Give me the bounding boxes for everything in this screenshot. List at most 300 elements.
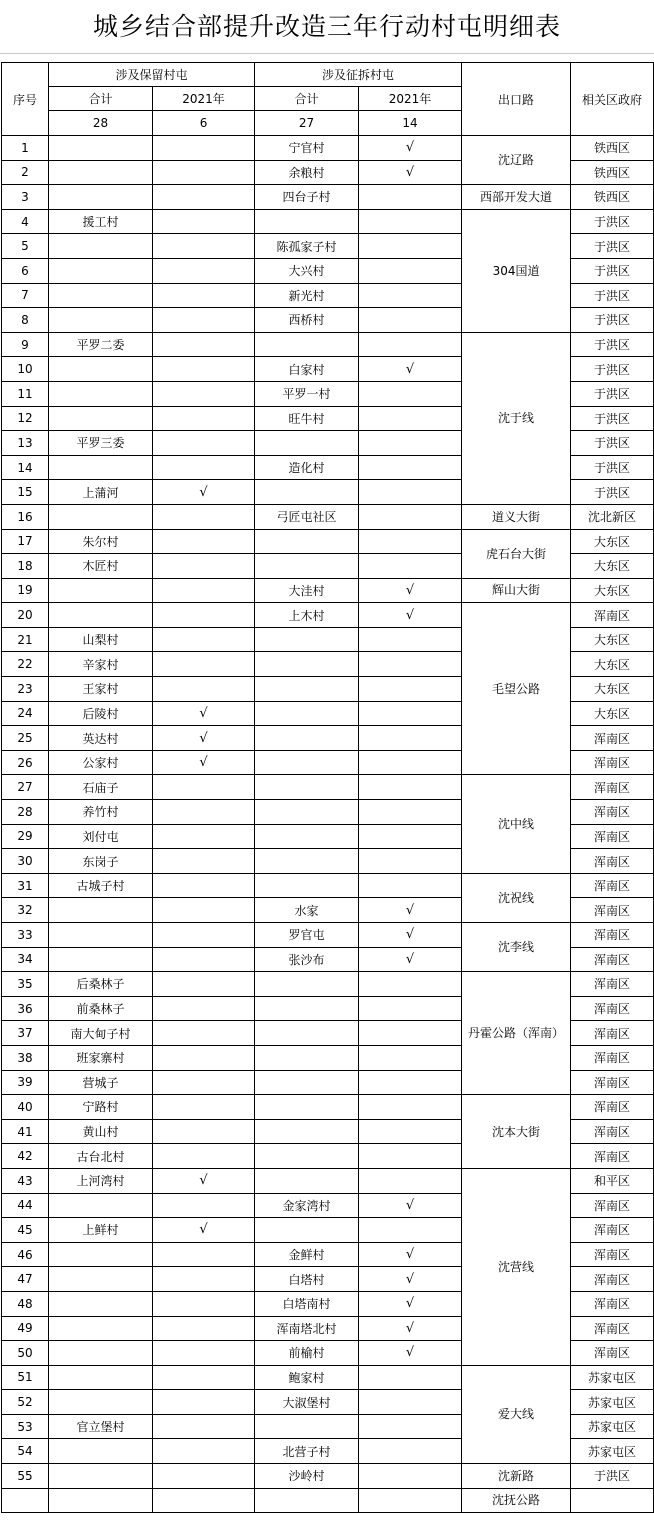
demolish-village [255,332,359,357]
retain-2021-mark [153,627,255,652]
row-number: 3 [2,185,49,210]
retain-village: 上蒲河 [49,480,153,505]
table-row [2,603,654,628]
district-name: 大东区 [571,652,654,677]
row-number: 40 [2,1095,49,1120]
retain-2021-mark: √ [153,750,255,775]
header-route: 出口路 [462,63,571,136]
demolish-village: 平罗一村 [255,381,359,406]
retain-2021-mark: √ [153,480,255,505]
demolish-2021-mark [359,726,462,751]
demolish-2021-mark [359,332,462,357]
retain-2021-mark [153,185,255,210]
demolish-2021-mark [359,1414,462,1439]
retain-village: 木匠村 [49,554,153,579]
retain-2021-mark [153,1439,255,1464]
demolish-village [255,652,359,677]
village-table [1,62,654,1513]
retain-village [49,1242,153,1267]
row-number: 32 [2,898,49,923]
retain-2021-mark [153,431,255,456]
demolish-2021-mark: √ [359,898,462,923]
row-number: 13 [2,431,49,456]
retain-2021-mark [153,923,255,948]
route-name: 沈新路 [462,1464,571,1489]
row-number: 10 [2,357,49,382]
district-name: 浑南区 [571,1070,654,1095]
demolish-village [255,1070,359,1095]
retain-village [49,1291,153,1316]
district-name: 苏家屯区 [571,1390,654,1415]
retain-2021-mark [153,824,255,849]
demolish-village: 上木村 [255,603,359,628]
retain-village [49,283,153,308]
header-seq: 序号 [2,63,49,136]
demolish-2021-mark [359,800,462,825]
retain-village [49,455,153,480]
retain-2021-mark [153,1070,255,1095]
row-number: 15 [2,480,49,505]
district-name: 浑南区 [571,1045,654,1070]
demolish-2021-mark: √ [359,1316,462,1341]
row-number: 27 [2,775,49,800]
demolish-village [255,677,359,702]
district-name: 浑南区 [571,824,654,849]
route-name: 沈中线 [462,775,571,873]
row-number [2,1488,49,1513]
demolish-2021-mark [359,209,462,234]
retain-village: 刘付屯 [49,824,153,849]
district-name: 浑南区 [571,1291,654,1316]
demolish-2021-mark [359,529,462,554]
demolish-2021-mark [359,1095,462,1120]
retain-2021-mark [153,1488,255,1513]
retain-2021-mark [153,1267,255,1292]
demolish-village [255,775,359,800]
district-name: 于洪区 [571,234,654,259]
demolish-2021-mark [359,258,462,283]
row-number: 33 [2,923,49,948]
demolish-2021-mark [359,1390,462,1415]
demolish-2021-mark [359,873,462,898]
retain-village: 石庙子 [49,775,153,800]
row-number: 16 [2,504,49,529]
row-number: 18 [2,554,49,579]
route-name: 毛望公路 [462,603,571,775]
demolish-2021-mark [359,849,462,874]
retain-village: 援工村 [49,209,153,234]
route-name: 沈李线 [462,923,571,972]
district-name: 和平区 [571,1168,654,1193]
demolish-total-count: 27 [255,111,359,136]
district-name: 大东区 [571,529,654,554]
district-name: 浑南区 [571,898,654,923]
retain-village [49,1365,153,1390]
demolish-2021-mark [359,627,462,652]
demolish-2021-mark [359,406,462,431]
retain-2021-mark [153,1144,255,1169]
row-number: 51 [2,1365,49,1390]
retain-2021-mark [153,1390,255,1415]
row-number: 21 [2,627,49,652]
row-number: 24 [2,701,49,726]
row-number: 41 [2,1119,49,1144]
demolish-2021-mark [359,1365,462,1390]
row-number: 43 [2,1168,49,1193]
demolish-2021-mark [359,652,462,677]
route-name: 沈抚公路 [462,1488,571,1513]
district-name: 浑南区 [571,726,654,751]
retain-village [49,1439,153,1464]
demolish-village: 四台子村 [255,185,359,210]
table-row [2,1365,654,1390]
demolish-village: 白塔村 [255,1267,359,1292]
demolish-2021-mark [359,775,462,800]
row-number: 26 [2,750,49,775]
demolish-2021-mark [359,504,462,529]
district-name: 于洪区 [571,283,654,308]
row-number: 42 [2,1144,49,1169]
retain-village [49,1390,153,1415]
retain-village [49,357,153,382]
row-number: 35 [2,972,49,997]
table-row [2,185,654,210]
route-name: 沈营线 [462,1168,571,1365]
demolish-village [255,1095,359,1120]
route-name: 西部开发大道 [462,185,571,210]
retain-2021-mark [153,603,255,628]
row-number: 39 [2,1070,49,1095]
retain-2021-mark [153,406,255,431]
retain-2021-mark [153,1095,255,1120]
demolish-2021-mark: √ [359,1242,462,1267]
demolish-village [255,1021,359,1046]
row-number: 7 [2,283,49,308]
demolish-2021-mark [359,750,462,775]
retain-village: 平罗三委 [49,431,153,456]
demolish-2021-mark: √ [359,923,462,948]
table-row [2,775,654,800]
row-number: 28 [2,800,49,825]
row-number: 12 [2,406,49,431]
retain-total-count: 28 [49,111,153,136]
demolish-village [255,1168,359,1193]
retain-2021-mark [153,308,255,333]
demolish-village [255,1414,359,1439]
retain-2021-mark [153,283,255,308]
retain-village [49,381,153,406]
demolish-2021-mark [359,455,462,480]
retain-village: 宁路村 [49,1095,153,1120]
demolish-village [255,480,359,505]
retain-village: 英达村 [49,726,153,751]
demolish-village [255,1218,359,1243]
retain-2021-mark [153,947,255,972]
retain-2021-mark [153,1119,255,1144]
district-name: 浑南区 [571,947,654,972]
demolish-2021-mark [359,1464,462,1489]
table-row [2,1095,654,1120]
route-name: 虎石台大街 [462,529,571,578]
district-name: 大东区 [571,677,654,702]
district-name: 大东区 [571,627,654,652]
row-number: 34 [2,947,49,972]
retain-2021-mark [153,258,255,283]
demolish-2021-mark: √ [359,1291,462,1316]
demolish-village: 白家村 [255,357,359,382]
table-row [2,209,654,234]
district-name: 于洪区 [571,406,654,431]
retain-village [49,1267,153,1292]
district-name: 于洪区 [571,381,654,406]
retain-2021-mark [153,1316,255,1341]
retain-2021-mark [153,1341,255,1366]
district-name: 浑南区 [571,849,654,874]
row-number: 29 [2,824,49,849]
table-row [2,923,654,948]
demolish-2021-mark [359,1119,462,1144]
retain-village [49,308,153,333]
row-number: 46 [2,1242,49,1267]
retain-village: 养竹村 [49,800,153,825]
retain-village: 公家村 [49,750,153,775]
demolish-village [255,554,359,579]
demolish-2021-mark: √ [359,160,462,185]
retain-2021-mark [153,504,255,529]
demolish-village [255,529,359,554]
demolish-2021-mark: √ [359,357,462,382]
row-number: 25 [2,726,49,751]
demolish-village: 大淑堡村 [255,1390,359,1415]
demolish-village [255,209,359,234]
retain-2021-mark [153,972,255,997]
retain-village: 黄山村 [49,1119,153,1144]
demolish-village: 白塔南村 [255,1291,359,1316]
retain-2021-mark [153,677,255,702]
demolish-village: 造化村 [255,455,359,480]
header-retain-2021: 2021年 [153,87,255,111]
retain-2021-mark [153,1193,255,1218]
demolish-2021-mark [359,824,462,849]
retain-2021-mark [153,775,255,800]
retain-village [49,947,153,972]
retain-village: 班家寨村 [49,1045,153,1070]
demolish-village: 罗官屯 [255,923,359,948]
demolish-village [255,1119,359,1144]
table-row [2,1168,654,1193]
row-number: 52 [2,1390,49,1415]
retain-2021-count: 6 [153,111,255,136]
demolish-village [255,972,359,997]
demolish-village [255,726,359,751]
district-name [571,1488,654,1513]
retain-village: 上河湾村 [49,1168,153,1193]
demolish-village: 大兴村 [255,258,359,283]
demolish-village: 弓匠屯社区 [255,504,359,529]
route-name: 道义大街 [462,504,571,529]
demolish-2021-mark [359,677,462,702]
demolish-2021-mark: √ [359,136,462,161]
header-retain-total: 合计 [49,87,153,111]
demolish-village: 西桥村 [255,308,359,333]
row-number: 4 [2,209,49,234]
district-name: 大东区 [571,701,654,726]
district-name: 苏家屯区 [571,1365,654,1390]
district-name: 浑南区 [571,1095,654,1120]
district-name: 浑南区 [571,972,654,997]
row-number: 30 [2,849,49,874]
district-name: 于洪区 [571,209,654,234]
route-name: 沈本大街 [462,1095,571,1169]
retain-village: 官立堡村 [49,1414,153,1439]
retain-village [49,1316,153,1341]
retain-2021-mark [153,529,255,554]
retain-2021-mark [153,652,255,677]
retain-village: 上鲜村 [49,1218,153,1243]
district-name: 浑南区 [571,800,654,825]
district-name: 苏家屯区 [571,1414,654,1439]
district-name: 浑南区 [571,603,654,628]
retain-village [49,603,153,628]
demolish-village [255,750,359,775]
demolish-2021-mark: √ [359,603,462,628]
table-row [2,1464,654,1489]
retain-2021-mark: √ [153,1218,255,1243]
demolish-village: 沙岭村 [255,1464,359,1489]
district-name: 浑南区 [571,1316,654,1341]
table-row [2,136,654,161]
district-name: 浑南区 [571,1242,654,1267]
demolish-2021-mark [359,1439,462,1464]
demolish-2021-mark [359,431,462,456]
row-number: 44 [2,1193,49,1218]
demolish-2021-mark: √ [359,1267,462,1292]
district-name: 浑南区 [571,1193,654,1218]
row-number: 53 [2,1414,49,1439]
district-name: 于洪区 [571,308,654,333]
retain-2021-mark [153,1045,255,1070]
retain-village: 前桑林子 [49,996,153,1021]
demolish-2021-mark [359,1218,462,1243]
retain-village [49,898,153,923]
retain-village: 辛家村 [49,652,153,677]
retain-2021-mark [153,1414,255,1439]
row-number: 36 [2,996,49,1021]
demolish-2021-count: 14 [359,111,462,136]
demolish-village: 宁官村 [255,136,359,161]
demolish-village [255,824,359,849]
table-row [2,332,654,357]
header-demolish-total: 合计 [255,87,359,111]
row-number: 8 [2,308,49,333]
row-number: 5 [2,234,49,259]
district-name: 浑南区 [571,923,654,948]
demolish-2021-mark: √ [359,947,462,972]
demolish-village [255,1488,359,1513]
row-number: 17 [2,529,49,554]
route-name: 沈辽路 [462,136,571,185]
retain-2021-mark: √ [153,701,255,726]
row-number: 11 [2,381,49,406]
row-number: 37 [2,1021,49,1046]
district-name: 于洪区 [571,1464,654,1489]
retain-village [49,1488,153,1513]
demolish-2021-mark [359,308,462,333]
header-demolish-2021: 2021年 [359,87,462,111]
district-name: 铁西区 [571,136,654,161]
district-name: 浑南区 [571,1341,654,1366]
route-name: 丹霍公路（浑南） [462,972,571,1095]
demolish-village: 水家 [255,898,359,923]
row-number: 55 [2,1464,49,1489]
retain-village: 平罗二委 [49,332,153,357]
demolish-village: 前榆村 [255,1341,359,1366]
demolish-village [255,849,359,874]
demolish-village [255,873,359,898]
demolish-2021-mark [359,381,462,406]
header-retain-group: 涉及保留村屯 [49,63,255,87]
row-number: 9 [2,332,49,357]
retain-village: 古台北村 [49,1144,153,1169]
demolish-village: 新光村 [255,283,359,308]
district-name: 苏家屯区 [571,1439,654,1464]
retain-2021-mark [153,160,255,185]
retain-2021-mark [153,455,255,480]
row-number: 19 [2,578,49,603]
demolish-village [255,1045,359,1070]
row-number: 49 [2,1316,49,1341]
demolish-village: 陈孤家子村 [255,234,359,259]
retain-village [49,258,153,283]
retain-village [49,1341,153,1366]
district-name: 于洪区 [571,480,654,505]
retain-village [49,504,153,529]
retain-2021-mark [153,873,255,898]
row-number: 38 [2,1045,49,1070]
demolish-village [255,627,359,652]
district-name: 于洪区 [571,431,654,456]
district-name: 大东区 [571,554,654,579]
demolish-village: 北营子村 [255,1439,359,1464]
district-name: 浑南区 [571,873,654,898]
row-number: 48 [2,1291,49,1316]
row-number: 47 [2,1267,49,1292]
retain-village [49,578,153,603]
header-demolish-group: 涉及征拆村屯 [255,63,462,87]
demolish-2021-mark [359,701,462,726]
demolish-village [255,996,359,1021]
retain-2021-mark: √ [153,1168,255,1193]
route-name: 辉山大街 [462,578,571,603]
district-name: 浑南区 [571,750,654,775]
route-name: 沈于线 [462,332,571,504]
row-number: 45 [2,1218,49,1243]
district-name: 于洪区 [571,455,654,480]
row-number: 20 [2,603,49,628]
demolish-2021-mark [359,996,462,1021]
retain-village [49,136,153,161]
table-row [2,504,654,529]
demolish-2021-mark [359,1045,462,1070]
district-name: 浑南区 [571,1119,654,1144]
district-name: 沈北新区 [571,504,654,529]
demolish-village: 余粮村 [255,160,359,185]
retain-village: 王家村 [49,677,153,702]
retain-village [49,234,153,259]
retain-2021-mark [153,996,255,1021]
demolish-2021-mark [359,554,462,579]
demolish-village: 金家湾村 [255,1193,359,1218]
